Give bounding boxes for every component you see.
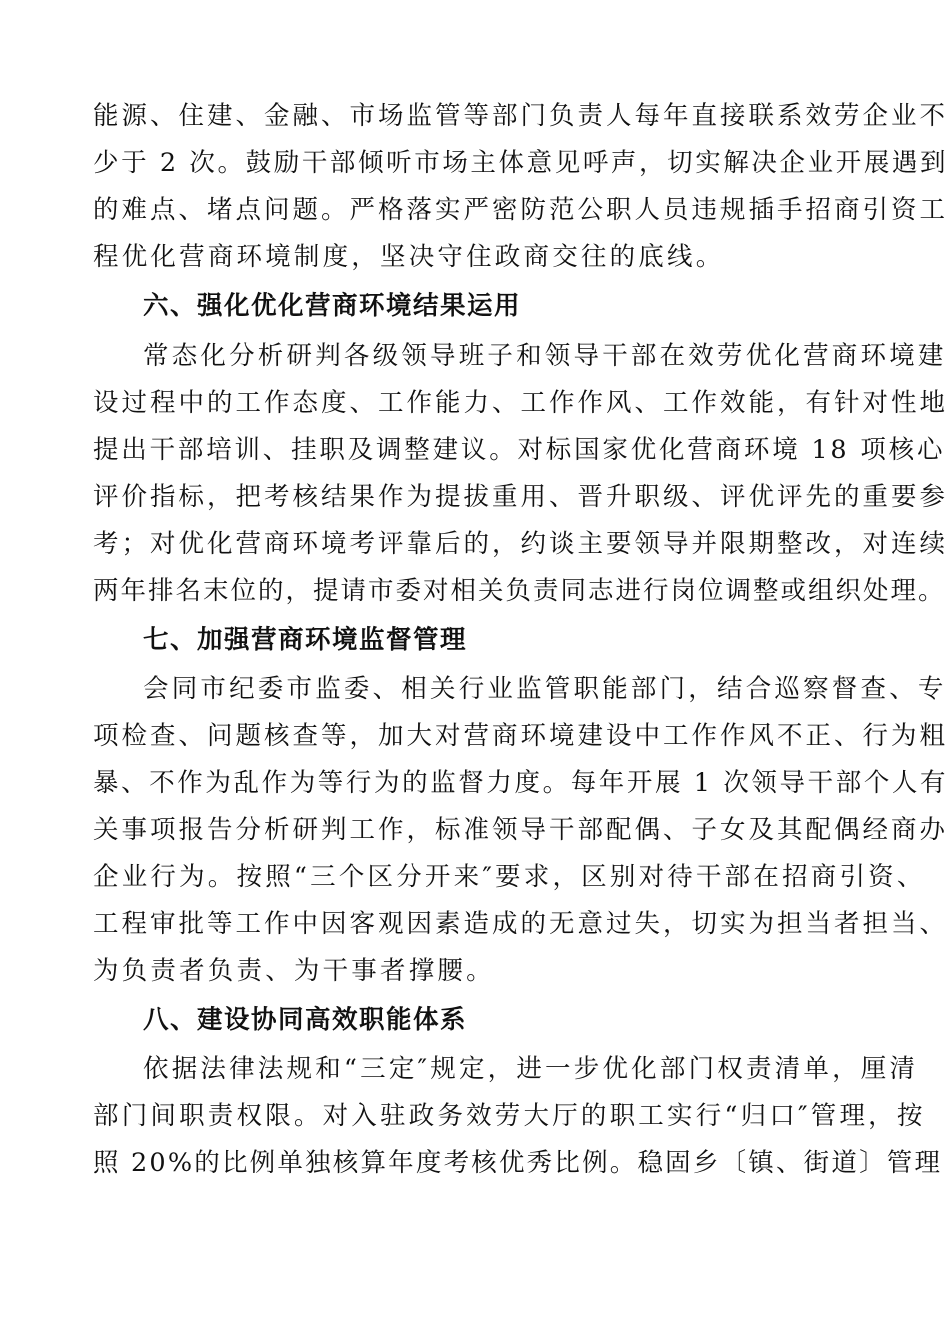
section-7-line-3: 暴、不作为乱作为等行为的监督力度。每年开展 1 次领导干部个人有 xyxy=(93,768,949,798)
paragraph-1-line-4: 程优化营商环境制度，坚决守住政商交往的底线。 xyxy=(93,242,725,272)
section-6-line-2: 设过程中的工作态度、工作能力、工作作风、工作效能，有针对性地 xyxy=(93,388,949,418)
section-7-line-6: 工程审批等工作中因客观因素造成的无意过失，切实为担当者担当、 xyxy=(93,909,949,939)
paragraph-1-line-2: 少于 2 次。鼓励干部倾听市场主体意见呼声，切实解决企业开展遇到 xyxy=(93,148,949,178)
section-8-line-3: 照 20%的比例单独核算年度考核优秀比例。稳固乡〔镇、街道〕管理 xyxy=(93,1148,943,1178)
section-7-line-7: 为负责者负责、为干事者撑腰。 xyxy=(93,956,495,986)
section-8-heading: 八、建设协同高效职能体系 xyxy=(143,1005,468,1035)
section-6-heading: 六、强化优化营商环境结果运用 xyxy=(143,291,522,321)
section-6-line-4: 评价指标，把考核结果作为提拔重用、晋升职级、评优评先的重要参 xyxy=(93,482,949,512)
section-6-line-6: 两年排名末位的，提请市委对相关负责同志进行岗位调整或组织处理。 xyxy=(93,576,946,606)
section-7-heading: 七、加强营商环境监督管理 xyxy=(143,625,468,655)
section-7-line-4: 关事项报告分析研判工作，标准领导干部配偶、子女及其配偶经商办 xyxy=(93,815,949,845)
section-6-line-3: 提出干部培训、挂职及调整建议。对标国家优化营商环境 18 项核心 xyxy=(93,435,946,465)
section-6-line-5: 考；对优化营商环境考评靠后的，约谈主要领导并限期整改，对连续 xyxy=(93,529,949,559)
section-7-line-2: 项检查、问题核查等，加大对营商环境建设中工作作风不正、行为粗 xyxy=(93,721,949,751)
section-8-line-2: 部门间职责权限。对入驻政务效劳大厅的职工实行“归口″管理，按 xyxy=(93,1101,926,1131)
paragraph-1-line-1: 能源、住建、金融、市场监管等部门负责人每年直接联系效劳企业不 xyxy=(93,101,949,131)
paragraph-1-line-3: 的难点、堵点问题。严格落实严密防范公职人员违规插手招商引资工 xyxy=(93,195,949,225)
section-8-line-1: 依据法律法规和“三定″规定，进一步优化部门权责清单，厘清 xyxy=(143,1054,919,1084)
section-6-line-1: 常态化分析研判各级领导班子和领导干部在效劳优化营商环境建 xyxy=(143,341,947,371)
section-7-line-1: 会同市纪委市监委、相关行业监管职能部门，结合巡察督查、专 xyxy=(143,674,947,704)
section-7-line-5: 企业行为。按照“三个区分开来″要求，区别对待干部在招商引资、 xyxy=(93,862,926,892)
